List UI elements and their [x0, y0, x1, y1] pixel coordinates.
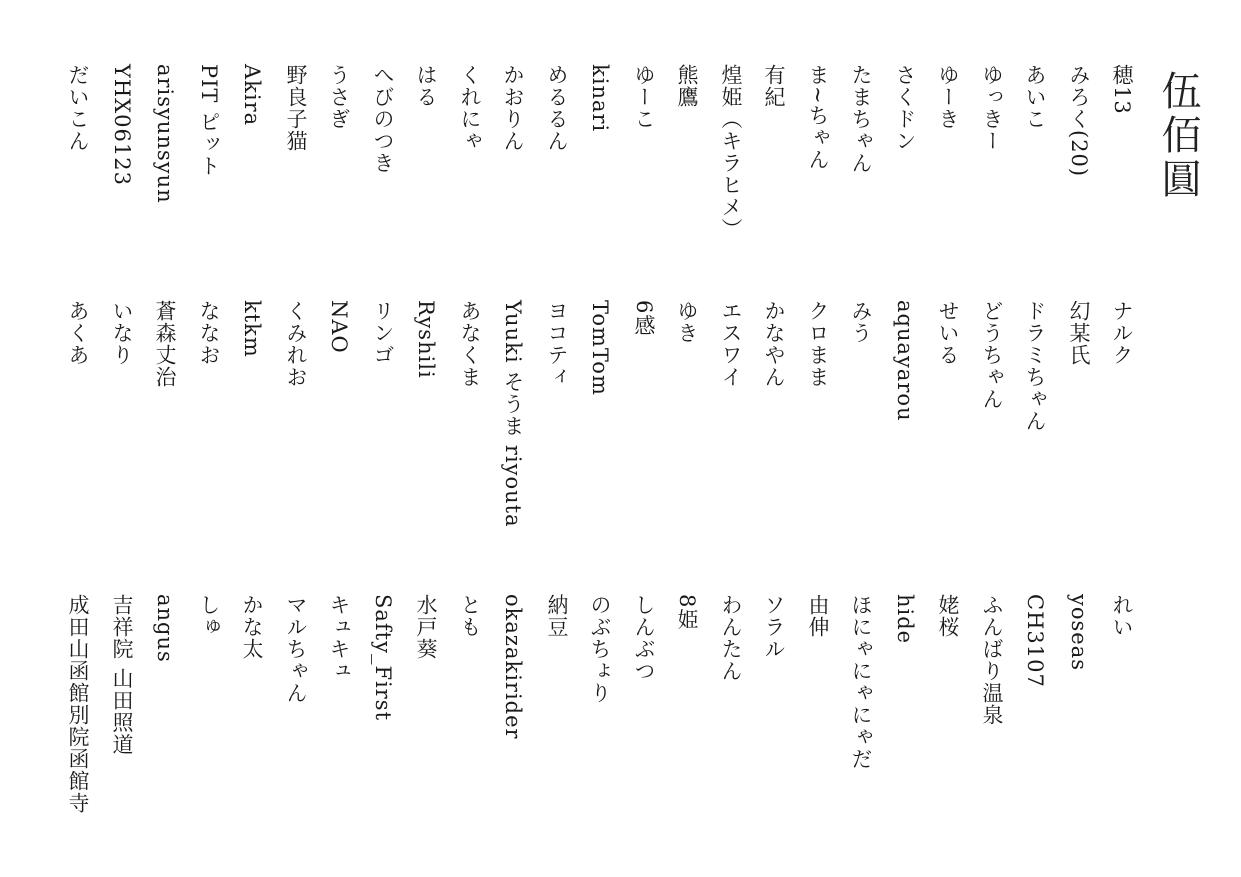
name-column	[796, 0, 840, 860]
donor-name: はる	[414, 64, 438, 108]
donor-name: のぶちょり	[588, 594, 612, 704]
donor-name: リンゴ	[371, 300, 395, 366]
donor-name: ナルク	[1110, 300, 1134, 366]
donor-name: ふんばり温泉	[980, 594, 1004, 726]
name-column	[448, 0, 492, 860]
donor-name: Safty_First	[371, 594, 395, 722]
donor-name: Akira	[240, 64, 264, 127]
name-column	[361, 0, 405, 860]
donor-name: しんぶつ	[632, 594, 656, 682]
donor-name: ヨコティ	[545, 300, 569, 388]
donor-name: クロまま	[806, 300, 830, 388]
name-column	[535, 0, 579, 860]
donor-name: yoseas	[1067, 594, 1091, 672]
donor-name: ゆーき	[936, 64, 960, 130]
donor-name: 納豆	[545, 594, 569, 638]
donor-name: 姥桜	[936, 594, 960, 638]
name-column	[970, 0, 1014, 860]
donor-name: angus	[153, 594, 177, 663]
name-column	[578, 0, 622, 860]
name-column	[839, 0, 883, 860]
donor-name: だいこん	[66, 64, 90, 152]
donor-name: めるるん	[545, 64, 569, 152]
donor-name: PIT ピット	[197, 64, 221, 178]
donor-name: さくドン	[893, 64, 917, 152]
donor-name: かなやん	[762, 300, 786, 388]
donor-name: みう	[849, 300, 873, 344]
donor-name: ゆっきー	[980, 64, 1004, 152]
donor-name: わんたん	[719, 594, 743, 682]
name-column	[143, 0, 187, 860]
donor-name: 成田山函館別院函館寺	[66, 594, 90, 814]
name-column	[1013, 0, 1057, 860]
name-column	[274, 0, 318, 860]
donor-name: あなくま	[458, 300, 482, 388]
donor-name: 幻某氏	[1067, 300, 1091, 366]
donor-name: くみれお	[284, 300, 308, 388]
name-column	[317, 0, 361, 860]
name-column	[926, 0, 970, 860]
donor-name: へびのつき	[371, 64, 395, 174]
donor-name: hide	[893, 594, 917, 645]
donor-name: ほにゃにゃにゃだ	[849, 594, 873, 770]
donor-name: 野良子猫	[284, 64, 308, 152]
name-column	[100, 0, 144, 860]
donor-name: れい	[1110, 594, 1134, 638]
donor-name: 吉祥院 山田照道	[110, 594, 134, 756]
donor-name: とも	[458, 594, 482, 638]
name-column	[230, 0, 274, 860]
donor-name: ななお	[197, 300, 221, 366]
donor-name: NAO	[327, 300, 351, 354]
donor-name: 蒼森丈治	[153, 300, 177, 388]
donor-name: かおりん	[501, 64, 525, 152]
donor-name: 水戸葵	[414, 594, 438, 660]
donor-name: ゆき	[675, 300, 699, 344]
donor-name: ソラル	[762, 594, 786, 660]
donor-name: Yuuki そうま riyouta	[501, 300, 525, 528]
donor-name: 穂13	[1110, 64, 1134, 115]
donor-name: ドラミちゃん	[1023, 300, 1047, 432]
name-column	[752, 0, 796, 860]
donor-name: 熊鷹	[675, 64, 699, 108]
donor-name: うさぎ	[327, 64, 351, 130]
donor-name: 6感	[632, 300, 656, 337]
donor-name: arisyunsyun	[153, 64, 177, 204]
donor-name: okazakirider	[501, 594, 525, 740]
donor-name: aquayarou	[893, 300, 917, 422]
donor-name: マルちゃん	[284, 594, 308, 704]
donor-name: みろく(20)	[1067, 64, 1091, 178]
name-column	[665, 0, 709, 860]
name-column	[491, 0, 535, 860]
name-column	[1100, 0, 1144, 860]
name-column	[709, 0, 753, 860]
donor-name: あくあ	[66, 300, 90, 366]
donor-name: 有紀	[762, 64, 786, 108]
donor-name: しゅ	[197, 594, 221, 638]
donor-name: かな太	[240, 594, 264, 660]
name-column	[404, 0, 448, 860]
name-column	[883, 0, 927, 860]
donor-name: キュキュ	[327, 594, 351, 682]
name-column	[1057, 0, 1101, 860]
donor-name: 由伸	[806, 594, 830, 638]
donor-name: 煌姫（キラヒメ）	[719, 64, 743, 240]
donor-name: くれにゃ	[458, 64, 482, 152]
donor-name: いなり	[110, 300, 134, 366]
donor-name: kinari	[588, 64, 612, 133]
donor-name: 8姫	[675, 594, 699, 631]
donor-name: あいこ	[1023, 64, 1047, 130]
donor-name: ktkm	[240, 300, 264, 358]
page-title: 伍佰圓	[1155, 70, 1201, 202]
name-column	[622, 0, 666, 860]
name-column	[56, 0, 100, 860]
donor-name: たまちゃん	[849, 64, 873, 174]
donor-name: ゆーこ	[632, 64, 656, 130]
donor-name: YHX06123	[110, 64, 134, 186]
donor-name: TomTom	[588, 300, 612, 396]
name-column	[187, 0, 231, 860]
donor-name: ま~ちゃん	[806, 64, 830, 171]
donor-name: Ryshili	[414, 300, 438, 379]
donor-name: エスワイ	[719, 300, 743, 388]
donor-name: どうちゃん	[980, 300, 1004, 410]
donor-name: CH3107	[1023, 594, 1047, 688]
donor-name: せいる	[936, 300, 960, 366]
